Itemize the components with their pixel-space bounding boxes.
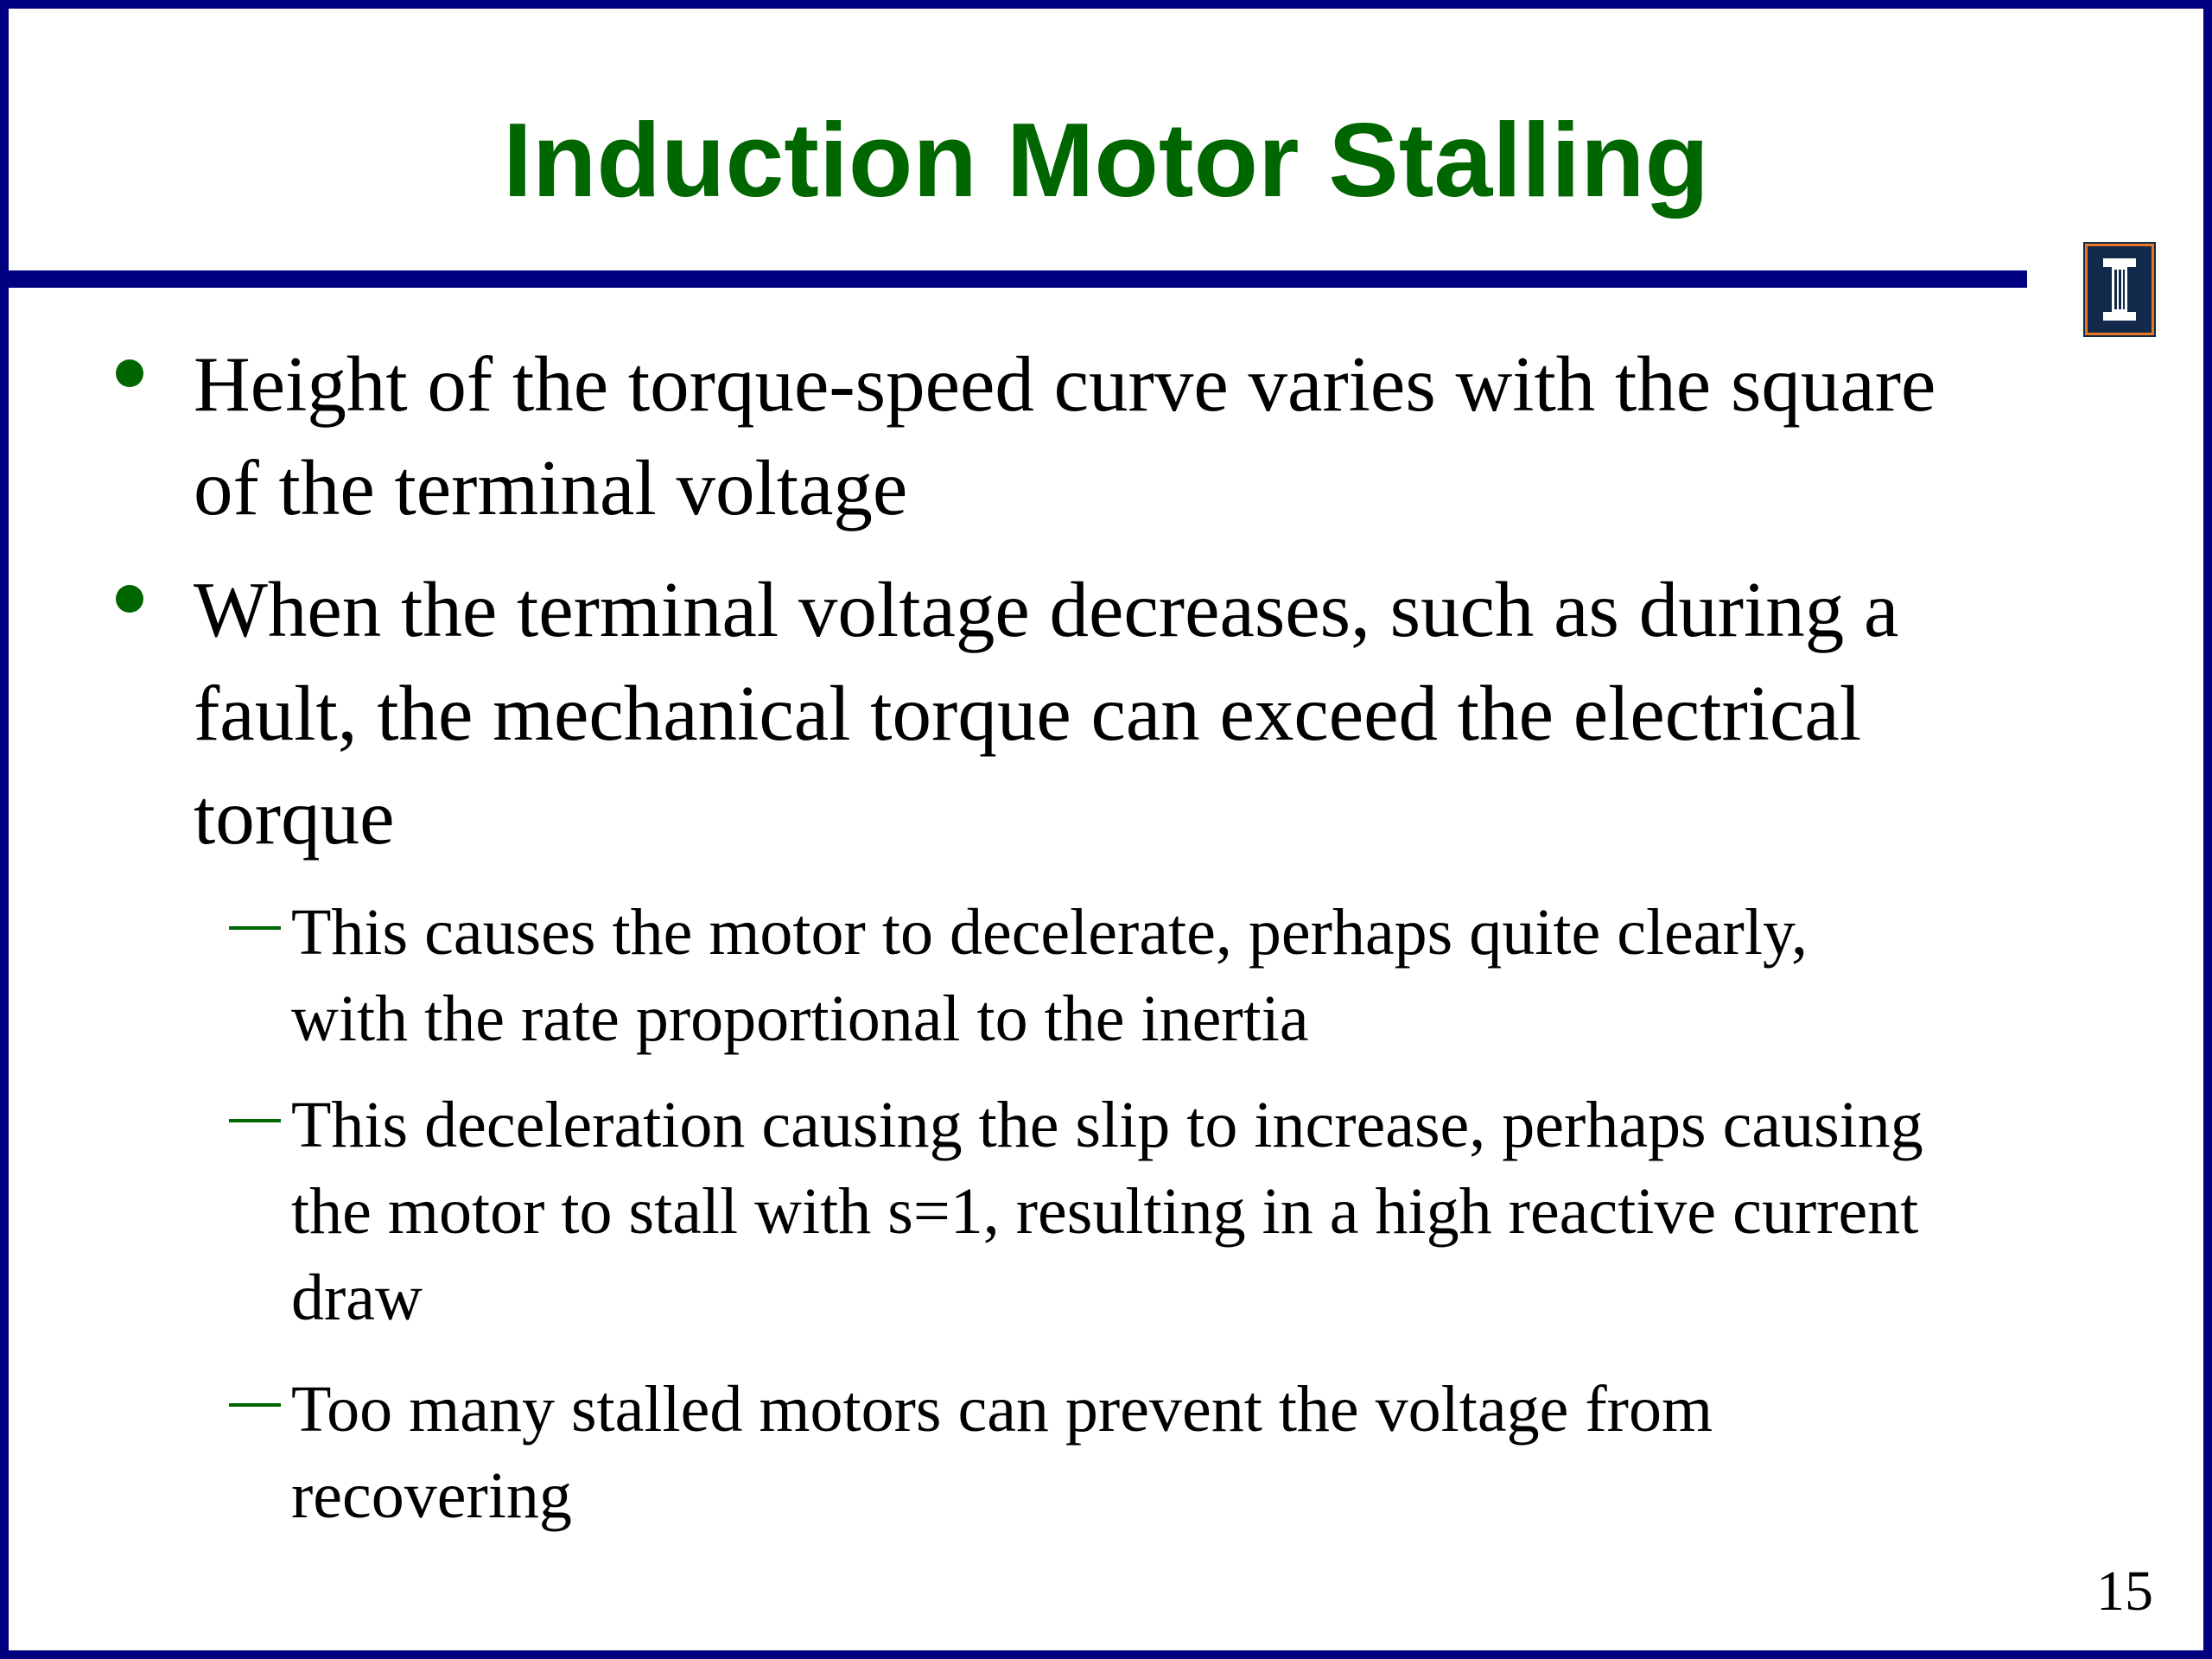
sub-bullet-3-line-2: recovering	[291, 1459, 572, 1532]
bullet-1-line-1: Height of the torque-speed curve varies with the square	[194, 340, 1936, 428]
bullet-point-icon	[116, 585, 143, 613]
bullet-point-icon	[116, 359, 143, 387]
sub-bullet-dash-icon	[229, 926, 281, 930]
slide-body	[9, 9, 2203, 1650]
sub-bullet-1-line-1: This causes the motor to decelerate, perhaps quite clearly,	[291, 896, 1808, 969]
bullet-1-line-2: of the terminal voltage	[194, 444, 908, 531]
sub-bullet-2-line-2: the motor to stall with s=1, resulting in a high reactive current	[291, 1175, 1919, 1248]
bullet-2-line-2: fault, the mechanical torque can exceed the electrical	[194, 670, 1862, 757]
slide-title: Induction Motor Stalling	[502, 101, 1710, 219]
bullet-2-line-3: torque	[194, 773, 395, 861]
sub-bullet-dash-icon	[229, 1403, 281, 1407]
sub-bullet-2-line-3: draw	[291, 1262, 423, 1334]
page-number: 15	[2096, 1560, 2153, 1623]
sub-bullet-1-line-2: with the rate proportional to the inertia	[291, 982, 1309, 1055]
bullet-2-line-1: When the terminal voltage decreases, such as during a	[194, 566, 1899, 653]
sub-bullet-3-line-1: Too many stalled motors can prevent the voltage from	[291, 1373, 1713, 1446]
sub-bullet-dash-icon	[229, 1119, 281, 1122]
sub-bullet-2-line-1: This deceleration causing the slip to increase, perhaps causing	[291, 1089, 1923, 1161]
